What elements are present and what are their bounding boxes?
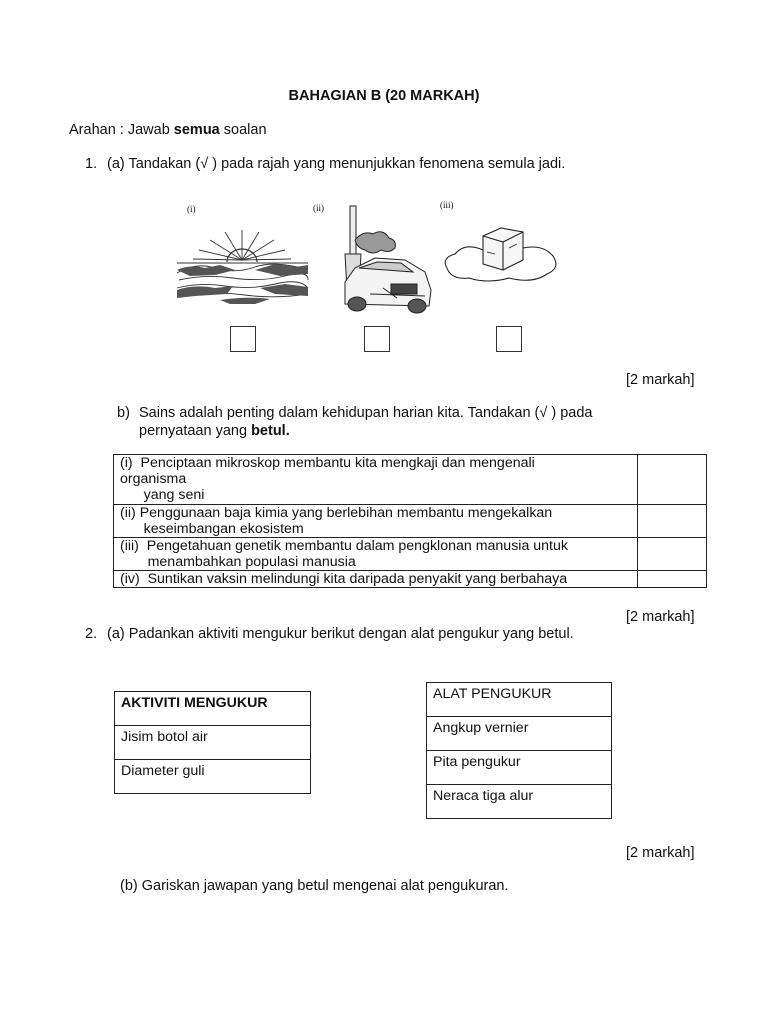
statement-tick-cell-iii[interactable] [638, 538, 707, 571]
statement-tick-cell-i[interactable] [638, 455, 707, 505]
q2a-marks: [2 markah] [626, 845, 695, 861]
q1a-marks: [2 markah] [626, 372, 695, 388]
melting-ice-image [443, 222, 558, 287]
q1b-marks: [2 markah] [626, 609, 695, 625]
statement-table [113, 454, 707, 588]
statement-i-line3: yang seni [120, 487, 205, 503]
activity-header: AKTIVITI MENGUKUR [115, 692, 311, 726]
statement-iii-line2: menambahkan populasi manusia [120, 554, 356, 570]
q2a-text: (a) Padankan aktiviti mengukur berikut dengan alat pengukur yang betul. [107, 626, 574, 642]
statement-iv-line1: (iv) Suntikan vaksin melindungi kita daripada penyakit yang berbahaya [120, 571, 568, 587]
tick-box-i[interactable] [230, 326, 256, 352]
statement-ii-line1: (ii) Penggunaan baja kimia yang berlebihan membantu mengekalkan [120, 505, 553, 521]
statement-i-line1: (i) Penciptaan mikroskop membantu kita mengkaji dan mengenali [120, 455, 535, 471]
q1b-line2 [139, 423, 290, 439]
q1-figure [160, 192, 560, 360]
instruction-suffix: soalan [219, 122, 267, 138]
statement-tick-cell-iv[interactable] [638, 571, 707, 588]
figure-label-i: (i) [187, 204, 196, 214]
tool-item: Neraca tiga alur [427, 785, 612, 819]
section-title: BAHAGIAN B (20 MARKAH) [288, 88, 480, 104]
statement-tick-cell-ii[interactable] [638, 505, 707, 538]
q2b-text: (b) Gariskan jawapan yang betul mengenai alat pengukuran. [120, 878, 509, 894]
statement-row [114, 571, 707, 588]
statement-cell [114, 538, 638, 571]
statement-cell [114, 455, 638, 505]
car-exhaust-image [325, 200, 435, 320]
tool-item: Angkup vernier [427, 717, 612, 751]
activity-item: Jisim botol air [115, 726, 311, 760]
activity-item: Diameter guli [115, 760, 311, 794]
statement-ii-line2: keseimbangan ekosistem [120, 521, 304, 537]
statement-iii-line1: (iii) Pengetahuan genetik membantu dalam pengklonan manusia untuk [120, 538, 568, 554]
tool-table [426, 682, 612, 819]
figure-label-iii: (iii) [440, 200, 454, 210]
tick-box-iii[interactable] [496, 326, 522, 352]
instruction-bold: semua [173, 122, 220, 138]
q1b-label: b) [117, 405, 130, 421]
q1b-line2-prefix: pernyataan yang [139, 423, 252, 439]
q1a-text: (a) Tandakan (√ ) pada rajah yang menunjukkan fenomena semula jadi. [107, 156, 566, 172]
statement-row [114, 455, 707, 505]
statement-row [114, 505, 707, 538]
figure-label-ii: (ii) [313, 203, 324, 213]
tool-item: Pita pengukur [427, 751, 612, 785]
statement-cell [114, 505, 638, 538]
instruction [69, 122, 267, 138]
activity-table [114, 691, 311, 794]
q2-number: 2. [85, 626, 98, 642]
tool-header: ALAT PENGUKUR [427, 683, 612, 717]
instruction-prefix: Arahan : Jawab [69, 122, 174, 138]
q1-number: 1. [85, 156, 98, 172]
q1b-line2-bold: betul. [251, 423, 290, 439]
statement-cell [114, 571, 638, 588]
sunset-landscape-image [175, 218, 310, 308]
statement-row [114, 538, 707, 571]
tick-box-ii[interactable] [364, 326, 390, 352]
q1b-line1: Sains adalah penting dalam kehidupan harian kita. Tandakan (√ ) pada [139, 405, 593, 421]
statement-i-line2: organisma [120, 471, 187, 487]
